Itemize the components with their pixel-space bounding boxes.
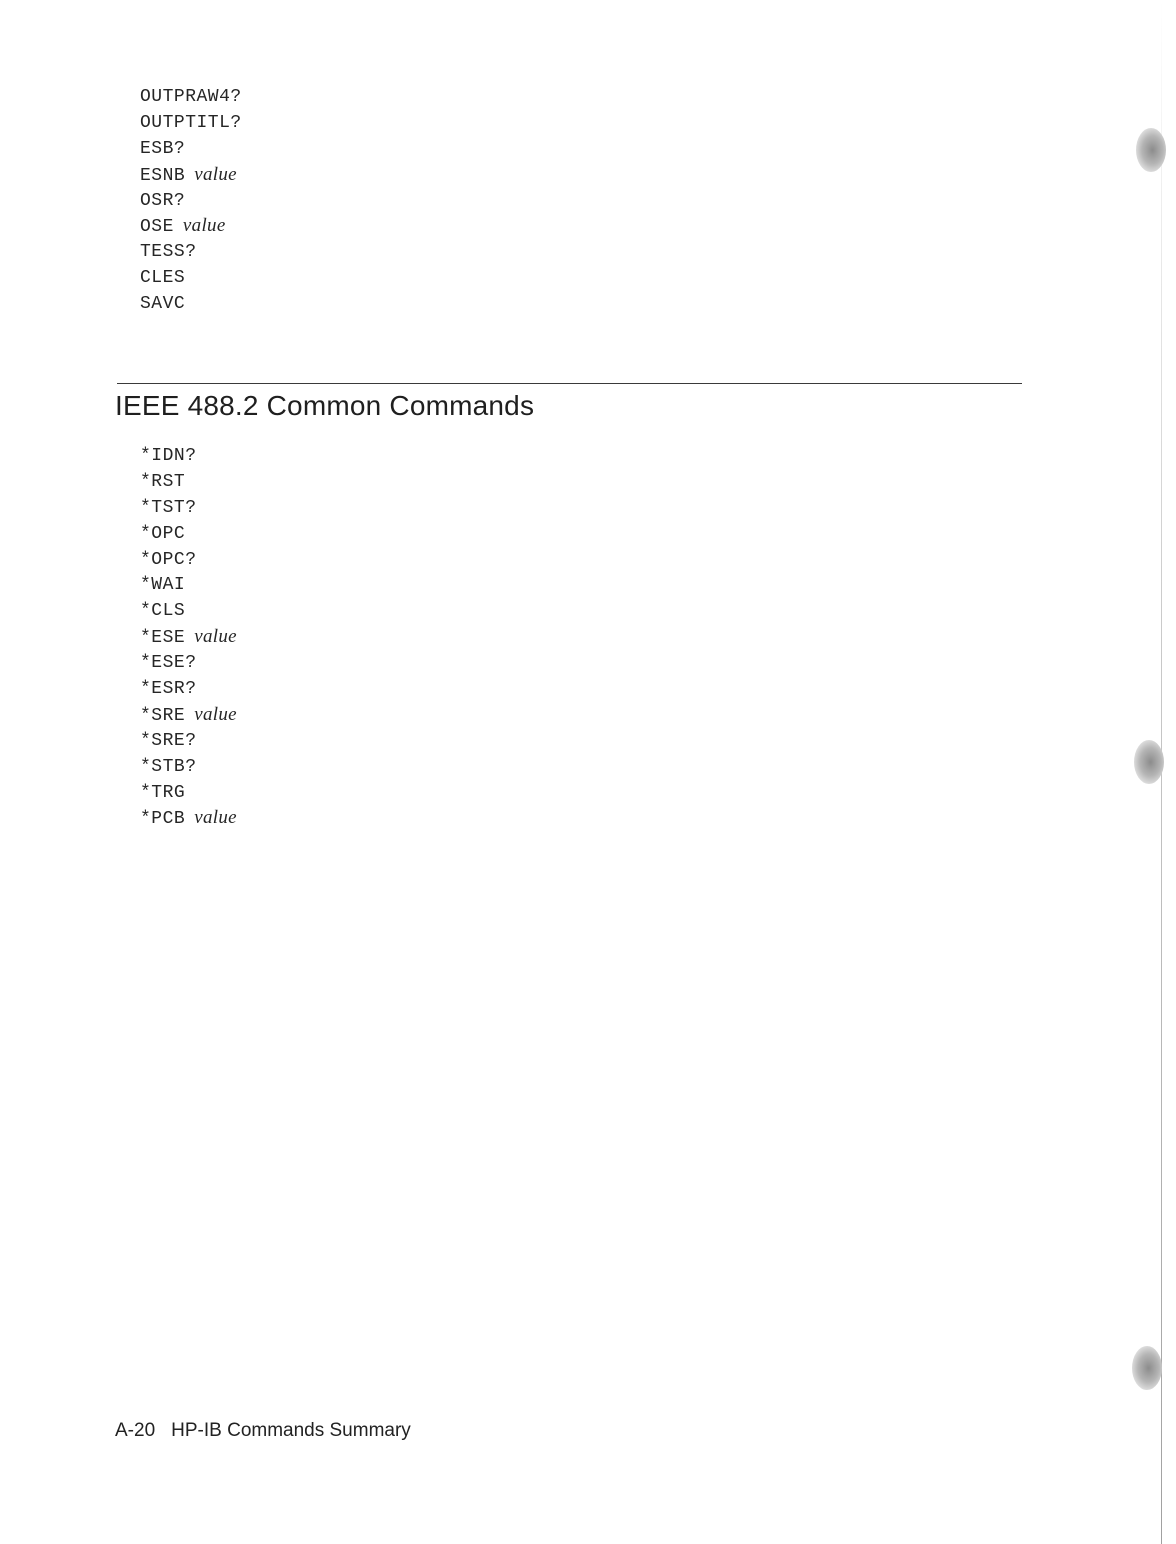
command-keyword: CLES xyxy=(140,268,186,289)
command-argument: value xyxy=(194,163,237,185)
command-line xyxy=(140,676,237,702)
command-line xyxy=(140,291,242,317)
command-line xyxy=(140,702,237,728)
command-line xyxy=(140,188,242,214)
command-list-top xyxy=(140,84,242,317)
command-line xyxy=(140,443,237,469)
command-line xyxy=(140,780,237,806)
command-keyword: *OPC? xyxy=(140,549,197,570)
command-keyword: ESNB xyxy=(140,165,186,186)
command-keyword: OSE xyxy=(140,217,174,238)
command-line xyxy=(140,136,242,162)
command-keyword: *RST xyxy=(140,471,186,492)
command-line xyxy=(140,572,237,598)
command-keyword: *WAI xyxy=(140,575,186,596)
command-line xyxy=(140,598,237,624)
binder-hole xyxy=(1136,128,1166,172)
command-keyword: OUTPRAW4? xyxy=(140,87,242,107)
command-line xyxy=(140,495,237,521)
command-line xyxy=(140,110,242,136)
binder-hole xyxy=(1134,740,1164,784)
command-line xyxy=(140,624,237,650)
command-keyword: *SRE? xyxy=(140,730,197,751)
command-keyword: SAVC xyxy=(140,294,186,315)
command-argument: value xyxy=(194,807,237,829)
command-keyword: *IDN? xyxy=(140,446,197,466)
command-line xyxy=(140,213,242,239)
command-keyword: *CLS xyxy=(140,601,186,622)
command-keyword: ESB? xyxy=(140,138,186,159)
command-line xyxy=(140,162,242,188)
command-keyword: TESS? xyxy=(140,242,197,263)
command-line xyxy=(140,754,237,780)
command-keyword: *SRE xyxy=(140,705,186,726)
command-keyword: *ESE? xyxy=(140,653,197,674)
command-line xyxy=(140,650,237,676)
binder-hole xyxy=(1132,1346,1162,1390)
chapter-title: HP-IB Commands Summary xyxy=(171,1420,411,1441)
command-line xyxy=(140,521,237,547)
command-keyword: *PCB xyxy=(140,809,186,830)
command-argument: value xyxy=(182,215,226,237)
command-list-ieee xyxy=(140,443,237,831)
section-title: IEEE 488.2 Common Commands xyxy=(115,390,535,421)
command-keyword: OUTPTITL? xyxy=(140,112,242,133)
command-line xyxy=(140,239,242,265)
section-divider xyxy=(117,383,1022,384)
command-line xyxy=(140,805,237,831)
command-line xyxy=(140,469,237,495)
command-keyword: *OPC xyxy=(140,523,186,544)
command-line xyxy=(140,728,237,754)
command-argument: value xyxy=(194,626,237,648)
command-keyword: *ESE xyxy=(140,628,186,649)
command-keyword: OSR? xyxy=(140,190,186,211)
command-line xyxy=(140,547,237,573)
command-keyword: *ESR? xyxy=(140,679,197,700)
command-line xyxy=(140,265,242,291)
page-number: A-20 xyxy=(115,1420,156,1441)
command-keyword: *TST? xyxy=(140,497,197,518)
command-keyword: *STB? xyxy=(140,756,197,777)
page-footer xyxy=(115,1420,411,1442)
command-keyword: *TRG xyxy=(140,782,186,803)
command-line xyxy=(140,84,242,110)
command-argument: value xyxy=(194,703,237,725)
